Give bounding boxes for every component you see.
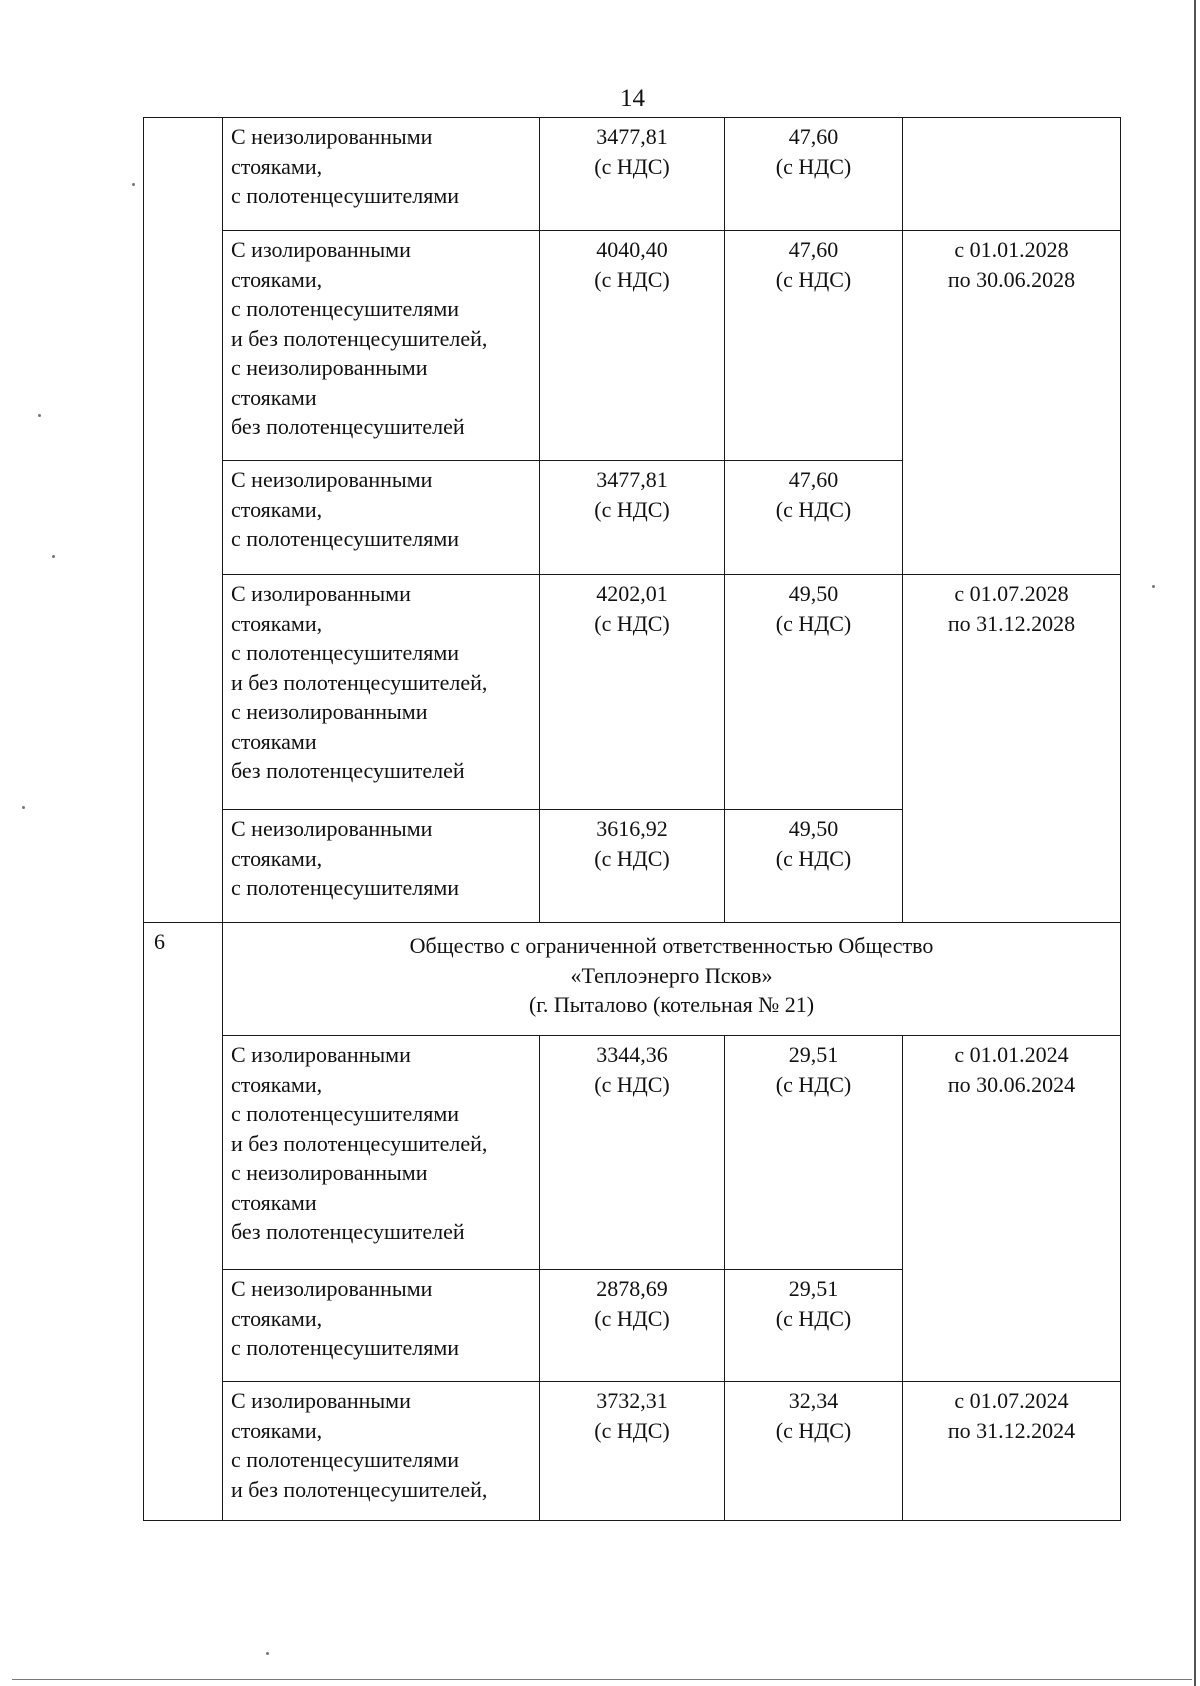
scan-speck xyxy=(38,414,41,417)
tariff-value-cell xyxy=(540,575,725,810)
description-line: стояками, xyxy=(231,610,323,636)
description-line: стояками, xyxy=(231,266,323,292)
organization-name-line: «Теплоэнерго Псков» xyxy=(570,962,773,988)
component-value: 49,50 xyxy=(788,816,839,841)
description-line: и без полотенцесушителей, xyxy=(231,669,488,695)
vat-label: (с НДС) xyxy=(594,496,670,522)
vat-label: (с НДС) xyxy=(594,1417,670,1443)
component-value: 47,60 xyxy=(788,124,839,149)
description-line: с неизолированными xyxy=(231,355,428,380)
component-value-cell xyxy=(725,231,903,461)
component-value: 47,60 xyxy=(788,467,839,492)
period-end: по 31.12.2028 xyxy=(947,610,1076,636)
description-line: с полотенцесушителями xyxy=(231,1447,460,1472)
vat-label: (с НДС) xyxy=(775,610,852,636)
page-number: 14 xyxy=(620,85,645,112)
tariff-value: 4202,01 xyxy=(596,581,668,606)
component-value: 29,51 xyxy=(788,1276,839,1301)
tariff-value: 3477,81 xyxy=(596,124,668,149)
scan-speck xyxy=(1152,585,1155,588)
description-line: стояками, xyxy=(231,1071,323,1097)
component-value-cell xyxy=(725,1382,903,1521)
tariff-value-cell xyxy=(540,118,725,231)
description-cell xyxy=(223,118,540,231)
vat-label: (с НДС) xyxy=(775,1305,852,1331)
period-start: с 01.07.2028 xyxy=(954,581,1069,606)
description-line: стояками, xyxy=(231,496,323,522)
component-value-cell xyxy=(725,575,903,810)
table-row xyxy=(144,1382,1121,1521)
scan-speck xyxy=(22,806,25,809)
scan-speck xyxy=(132,183,135,186)
tariff-value: 3732,31 xyxy=(596,1388,668,1413)
row-number-cell xyxy=(144,118,223,923)
tariff-value: 2878,69 xyxy=(596,1276,668,1301)
description-line: с полотенцесушителями xyxy=(231,1101,460,1126)
component-value-cell xyxy=(725,118,903,231)
period-cell xyxy=(903,231,1121,575)
period-end: по 30.06.2024 xyxy=(947,1071,1076,1097)
description-line: с неизолированными xyxy=(231,1160,428,1185)
vat-label: (с НДС) xyxy=(594,153,670,179)
vat-label: (с НДС) xyxy=(594,1071,670,1097)
description-line: с полотенцесушителями xyxy=(231,640,460,665)
description-cell xyxy=(223,461,540,575)
description-cell xyxy=(223,1382,540,1521)
vat-label: (с НДС) xyxy=(775,266,852,292)
tariff-value: 3616,92 xyxy=(596,816,668,841)
tariff-value-cell xyxy=(540,231,725,461)
description-line: стояками, xyxy=(231,845,323,871)
description-line: и без полотенцесушителей, xyxy=(231,1130,488,1156)
row-number: 6 xyxy=(154,929,165,954)
description-line: стояками xyxy=(231,1189,317,1215)
vat-label: (с НДС) xyxy=(594,1305,670,1331)
description-line: стояками, xyxy=(231,153,323,179)
description-cell xyxy=(223,1036,540,1270)
description-line: с полотенцесушителями xyxy=(231,1335,460,1360)
table-row xyxy=(144,231,1121,461)
table-row xyxy=(144,1036,1121,1270)
period-cell xyxy=(903,1036,1121,1382)
page-edge-right xyxy=(1194,0,1196,1686)
description-line: С неизолированными xyxy=(231,816,433,841)
description-line: и без полотенцесушителей, xyxy=(231,325,488,351)
vat-label: (с НДС) xyxy=(594,610,670,636)
description-line: С изолированными xyxy=(231,237,411,262)
description-cell xyxy=(223,810,540,923)
period-start: с 01.01.2028 xyxy=(954,237,1069,262)
period-end: по 30.06.2028 xyxy=(947,266,1076,292)
vat-label: (с НДС) xyxy=(594,266,670,292)
description-line: С изолированными xyxy=(231,1388,411,1413)
description-line: С изолированными xyxy=(231,581,411,606)
tariff-value-cell xyxy=(540,1270,725,1382)
organization-name-cell xyxy=(223,923,1121,1036)
tariff-value-cell xyxy=(540,810,725,923)
period-end: по 31.12.2024 xyxy=(947,1417,1076,1443)
tariff-value: 3344,36 xyxy=(596,1042,668,1067)
organization-name-line: Общество с ограниченной ответственностью Общество xyxy=(409,933,934,958)
tariff-value-cell xyxy=(540,461,725,575)
tariff-value: 3477,81 xyxy=(596,467,668,492)
organization-name-line: (г. Пыталово (котельная № 21) xyxy=(528,992,815,1017)
vat-label: (с НДС) xyxy=(775,1417,852,1443)
description-line: С неизолированными xyxy=(231,124,433,149)
tariff-table xyxy=(143,117,1121,1521)
tariff-value-cell xyxy=(540,1382,725,1521)
component-value-cell xyxy=(725,461,903,575)
tariff-value-cell xyxy=(540,1036,725,1270)
description-line: С неизолированными xyxy=(231,1276,433,1301)
component-value: 47,60 xyxy=(788,237,839,262)
vat-label: (с НДС) xyxy=(775,496,852,522)
description-line: стояками xyxy=(231,384,317,410)
scan-speck xyxy=(52,555,55,558)
row-number-cell xyxy=(144,923,223,1521)
description-line: с неизолированными xyxy=(231,699,428,724)
component-value: 29,51 xyxy=(788,1042,839,1067)
description-line: с полотенцесушителями xyxy=(231,526,460,551)
scan-speck xyxy=(266,1652,269,1655)
vat-label: (с НДС) xyxy=(775,845,852,871)
description-line: стояками, xyxy=(231,1417,323,1443)
period-cell xyxy=(903,575,1121,923)
component-value-cell xyxy=(725,1270,903,1382)
description-line: С изолированными xyxy=(231,1042,411,1067)
organization-row xyxy=(144,923,1121,1036)
component-value: 32,34 xyxy=(788,1388,839,1413)
description-line: стояками, xyxy=(231,1305,323,1331)
description-cell xyxy=(223,575,540,810)
description-line: с полотенцесушителями xyxy=(231,183,460,208)
table-row xyxy=(144,575,1121,810)
description-cell xyxy=(223,1270,540,1382)
description-cell xyxy=(223,231,540,461)
description-line: без полотенцесушителей xyxy=(231,1219,465,1244)
description-line: без полотенцесушителей xyxy=(231,414,465,439)
component-value-cell xyxy=(725,1036,903,1270)
description-line: стояками xyxy=(231,728,317,754)
period-cell xyxy=(903,1382,1121,1521)
description-line: и без полотенцесушителей, xyxy=(231,1476,488,1502)
vat-label: (с НДС) xyxy=(594,845,670,871)
period-start: с 01.07.2024 xyxy=(954,1388,1069,1413)
tariff-value: 4040,40 xyxy=(596,237,668,262)
description-line: с полотенцесушителями xyxy=(231,296,460,321)
period-start: с 01.01.2024 xyxy=(954,1042,1069,1067)
table-row xyxy=(144,118,1121,231)
component-value: 49,50 xyxy=(788,581,839,606)
vat-label: (с НДС) xyxy=(775,153,852,179)
page-edge-bottom xyxy=(12,1679,1192,1680)
description-line: с полотенцесушителями xyxy=(231,875,460,900)
vat-label: (с НДС) xyxy=(775,1071,852,1097)
description-line: без полотенцесушителей xyxy=(231,758,465,783)
component-value-cell xyxy=(725,810,903,923)
description-line: С неизолированными xyxy=(231,467,433,492)
period-cell xyxy=(903,118,1121,231)
